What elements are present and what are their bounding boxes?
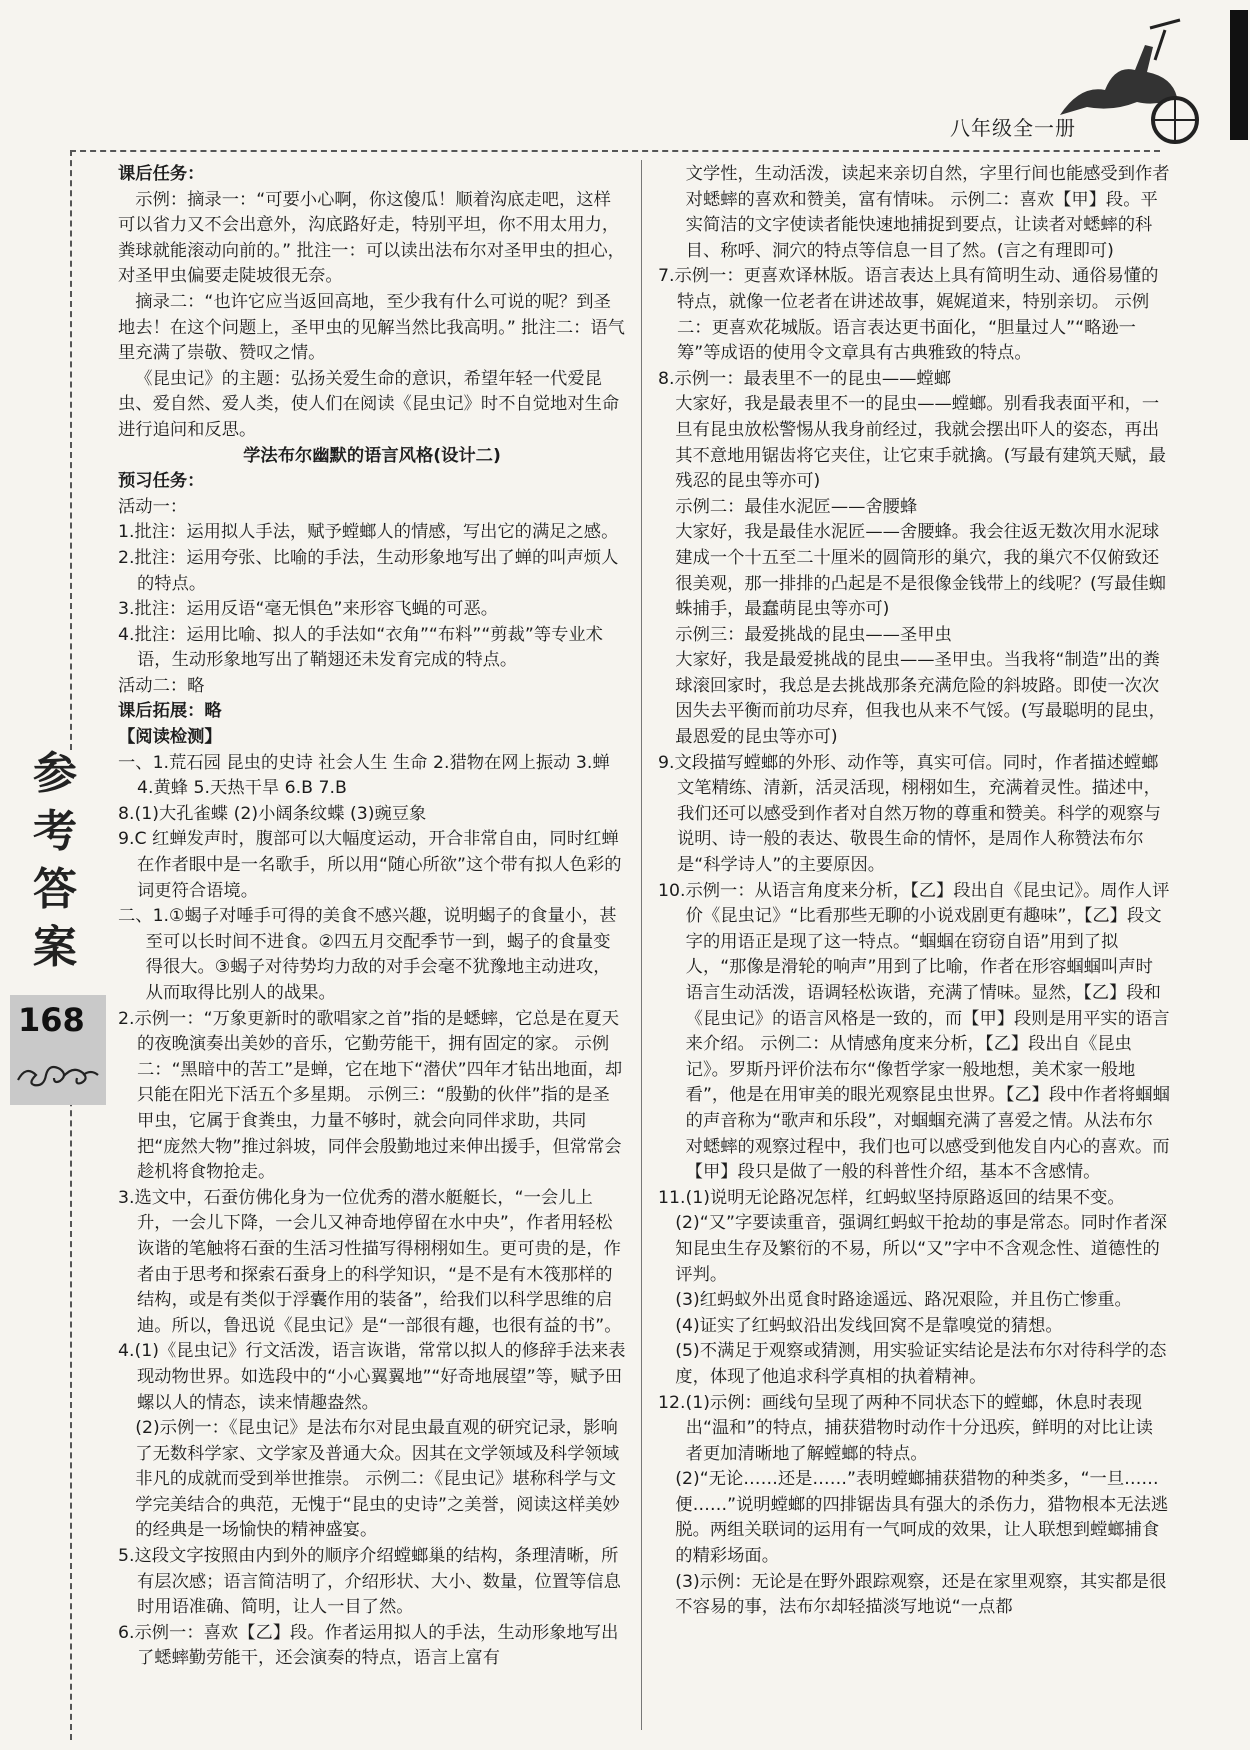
- sidebar-char: 答: [33, 864, 77, 915]
- left-margin-line-bottom: [70, 1060, 72, 1740]
- page-number: 168: [18, 1001, 85, 1039]
- answer-paragraph: 3.批注：运用反语“毫无惧色”来形容飞蝇的可恶。: [118, 599, 499, 620]
- answer-paragraph: 3.选文中，石蚕仿佛化身为一位优秀的潜水艇艇长，“一会儿上升，一会儿下降，一会儿又神奇地停留在水中央”，作者用轻松诙谐的笔触将石蚕的生活习性描写得栩栩如生。更可贵的是，作者由于思考和探索石蚕身上的科学知识，“是不是有木筏那样的结构，或是有类似于浮囊作用的装备”，给我们以科学思维的启迪。所以，鲁迅说《昆虫记》是“一部很有趣，也很有益的书”。: [118, 1187, 622, 1336]
- right-column: [658, 162, 1170, 1621]
- answer-paragraph: 摘录二：“也许它应当返回高地，至少我有什么可说的呢？到圣地去！在这个问题上，圣甲虫的见解当然比我高明。” 批注二：语气里充满了崇敬、赞叹之情。: [118, 291, 625, 364]
- answer-paragraph: 【阅读检测】: [118, 727, 222, 748]
- answer-paragraph: 2.批注：运用夸张、比喻的手法，生动形象地写出了蝉的叫声烦人的特点。: [118, 547, 619, 594]
- grade-label: 八年级全一册: [950, 116, 1076, 140]
- answer-paragraph: 学法布尔幽默的语言风格(设计二): [243, 445, 501, 466]
- answer-paragraph: (3)示例：无论是在野外跟踪观察，还是在家里观察，其实都是很不容易的事，法布尔却轻描淡写地说“一点都: [675, 1571, 1167, 1618]
- answer-paragraph: 10.示例一：从语言角度来分析，【乙】段出自《昆虫记》。周作人评价《昆虫记》“比看那些无聊的小说戏剧更有趣味”，【乙】段文字的用语正是现了这一特点。“蝈蝈在窃窃自语”用到了拟人，“那像是滑轮的响声”用到了比喻，作者在形容蝈蝈叫声时语言生动活泼，语调轻松诙谐，充满了情味。显然，【乙】段和《昆虫记》的语言风格是一致的，而【甲】段则是用平实的语言来介绍。 示例二：从情感角度来分析，【乙】段出自《昆虫记》。罗斯丹评价法布尔“像哲学家一般地想，美术家一般地看”，他是在用审美的眼光观察昆虫世界。【乙】段中作者将蝈蝈的声音称为“歌声和乐段”，对蝈蝈充满了喜爱之情。从法布尔对蟋蟀的观察过程中，我们也可以感受到他发自内心的喜欢。而【甲】段只是做了一般的科普性介绍，基本不含感情。: [658, 880, 1170, 1183]
- answer-paragraph: 5.这段文字按照由内到外的顺序介绍螳螂巢的结构，条理清晰，所有层次感；语言简洁明了，介绍形状、大小、数量，位置等信息时用语准确、简明，让人一目了然。: [118, 1546, 621, 1618]
- answer-paragraph: 课后拓展：略: [118, 701, 222, 722]
- swirl-ornament-icon: [13, 1055, 103, 1095]
- answer-paragraph: 课后任务：: [118, 164, 205, 184]
- page-header: [0, 0, 1250, 160]
- answer-paragraph: 7.示例一：更喜欢译林版。语言表达上具有简明生动、通俗易懂的特点，就像一位老者在讲述故事，娓娓道来，特别亲切。 示例二：更喜欢花城版。语言表达更书面化，“胆量过人”“略逊一筹”等成语的使用令文章具有古典雅致的特点。: [658, 266, 1159, 364]
- header-divider: [70, 150, 1160, 152]
- page-number-box: [10, 995, 106, 1105]
- sidebar-char: 案: [33, 922, 77, 973]
- answer-paragraph: 11.(1)说明无论路况怎样，红蚂蚁坚持原路返回的结果不变。: [658, 1187, 1125, 1208]
- answer-paragraph: (5)不满足于观察或猜测，用实验证实结论是法布尔对待科学的态度，体现了他追求科学真相的执着精神。: [675, 1341, 1167, 1387]
- answer-paragraph: 8.(1)大孔雀蝶 (2)小阔条纹蝶 (3)豌豆象: [118, 803, 427, 824]
- answer-paragraph: 1.批注：运用拟人手法，赋予螳螂人的情感，写出它的满足之感。: [118, 522, 619, 543]
- sidebar-title: [10, 745, 100, 977]
- answer-paragraph: 大家好，我是最佳水泥匠——舍腰蜂。我会往返无数次用水泥球建成一个十五至二十厘米的圆筒形的巢穴，我的巢穴不仅俯致还很美观，那一排排的凸起是不是很像金钱带上的线呢？(写最佳蜘蛛捕手，最蠢萌昆虫等亦可): [675, 522, 1166, 620]
- answer-paragraph: (2)“又”字要读重音，强调红蚂蚁干抢劫的事是常态。同时作者深知昆虫生存及繁衍的不易，所以“又”字中不含观念性、道德性的评判。: [675, 1213, 1167, 1285]
- answer-paragraph: 示例三：最爱挑战的昆虫——圣甲虫: [675, 624, 952, 645]
- answer-paragraph: 大家好，我是最表里不一的昆虫——螳螂。别看我表面平和，一旦有昆虫放松警惕从我身前经过，我就会摆出吓人的姿态，再出其不意地用锯齿将它夹住，让它束手就擒。(写最有建筑天赋，最残忍的昆虫等亦可): [675, 394, 1166, 492]
- sidebar-char: 考: [33, 806, 77, 857]
- answer-paragraph: 6.示例一：喜欢【乙】段。作者运用拟人的手法，生动形象地写出了蟋蟀勤劳能干，还会演奏的特点，语言上富有: [118, 1622, 619, 1669]
- column-divider: [641, 160, 642, 1730]
- answer-paragraph: 4.(1)《昆虫记》行文活泼，语言诙谐，常常以拟人的修辞手法来表现动物世界。如选段中的“小心翼翼地”“好奇地展望”等，赋予田螺以人的情态，读来情趣盎然。: [118, 1341, 626, 1413]
- answer-paragraph: 文学性，生动活泼，读起来亲切自然，字里行间也能感受到作者对蟋蟀的喜欢和赞美，富有情味。 示例二：喜欢【甲】段。平实简洁的文字使读者能快速地捕捉到要点，让读者对蟋蟀的科目、称呼、洞穴的特点等信息一目了然。(言之有理即可): [685, 164, 1170, 261]
- answer-paragraph: 9.文段描写螳螂的外形、动作等，真实可信。同时，作者描述螳螂文笔精练、清新，活灵活现，栩栩如生，充满着灵性。描述中，我们还可以感受到作者对自然万物的尊重和赞美。科学的观察与说明、诗一般的表达、敬畏生命的情怀，是周作人称赞法布尔是“科学诗人”的主要原因。: [658, 752, 1161, 876]
- answer-paragraph: 预习任务：: [118, 471, 205, 492]
- answer-paragraph: 二、1.①蝎子对唾手可得的美食不感兴趣，说明蝎子的食量小，甚至可以长时间不进食。②四五月交配季节一到，蝎子的食量变得很大。③蝎子对待势均力敌的对手会毫不犹豫地主动进攻，从而取得比别人的战果。: [118, 906, 617, 1003]
- answer-paragraph: 示例二：最佳水泥匠——舍腰蜂: [675, 496, 918, 517]
- answer-paragraph: 活动一：: [118, 496, 188, 517]
- sidebar: [10, 745, 100, 1105]
- answer-paragraph: (4)证实了红蚂蚁沿出发线回窝不是靠嗅觉的猜想。: [675, 1315, 1063, 1336]
- answer-paragraph: 2.示例一：“万象更新时的歌唱家之首”指的是蟋蟀，它总是在夏天的夜晚演奏出美妙的音乐，它勤劳能干，拥有固定的家。 示例二：“黑暗中的苦工”是蝉，它在地下“潜伏”四年才钻出地面，却只能在阳光下活五个多星期。 示例三：“殷勤的伙伴”指的是圣甲虫，它属于食粪虫，力量不够时，就会向同伴求助，共同把“庞然大物”推过斜坡，同伴会殷勤地过来伸出援手，但常常会趁机将食物抢走。: [118, 1008, 623, 1183]
- answer-paragraph: (2)“无论……还是……”表明螳螂捕获猎物的种类多，“一旦……便……”说明螳螂的四排锯齿具有强大的杀伤力，猎物根本无法逃脱。两组关联词的运用有一气呵成的效果，让人联想到螳螂捕食的精彩场面。: [675, 1469, 1169, 1567]
- left-margin-line-top: [70, 150, 72, 750]
- answer-paragraph: 示例：摘录一：“可要小心啊，你这傻瓜！顺着沟底走吧，这样可以省力又不会出意外，沟底路好走，特别平坦，你不用太用力，粪球就能滚动向前的。” 批注一：可以读出法布尔对圣甲虫的担心，对圣甲虫偏要走陡坡很无奈。: [118, 189, 625, 287]
- answer-paragraph: 《昆虫记》的主题：弘扬关爱生命的意识，希望年轻一代爱昆虫、爱自然、爱人类，使人们在阅读《昆虫记》时不自觉地对生命进行追问和反思。: [118, 368, 620, 440]
- answer-paragraph: 9.C 红蝉发声时，腹部可以大幅度运动，开合非常自由，同时红蝉在作者眼中是一名歌手，所以用“随心所欲”这个带有拟人色彩的词更符合语境。: [118, 829, 622, 901]
- answer-paragraph: (2)示例一：《昆虫记》是法布尔对昆虫最直观的研究记录，影响了无数科学家、文学家及普通大众。因其在文学领域及科学领域非凡的成就而受到举世推崇。 示例二：《昆虫记》堪称科学与文学完美结合的典范，无愧于“昆虫的史诗”之美誉，阅读这样美妙的经典是一场愉快的精神盛宴。: [135, 1418, 620, 1541]
- sidebar-char: 参: [33, 748, 77, 799]
- chariot-logo-icon: [1050, 0, 1250, 150]
- answer-paragraph: (3)红蚂蚁外出觅食时路途遥远、路况艰险，并且伤亡惨重。: [675, 1290, 1132, 1311]
- left-column: [118, 162, 626, 1672]
- answer-paragraph: 4.批注：运用比喻、拟人的手法如“衣角”“布料”“剪裁”等专业术语，生动形象地写出了鞘翅还未发育完成的特点。: [118, 624, 603, 671]
- answer-paragraph: 一、1.荒石园 昆虫的史诗 社会人生 生命 2.猎物在网上振动 3.蝉 4.黄蜂 5.天热干旱 6.B 7.B: [118, 752, 610, 799]
- answer-paragraph: 12.(1)示例：画线句呈现了两种不同状态下的螳螂，休息时表现出“温和”的特点，捕获猎物时动作十分迅疾，鲜明的对比让读者更加清晰地了解螳螂的特点。: [658, 1392, 1153, 1464]
- answer-paragraph: 8.示例一：最表里不一的昆虫——螳螂: [658, 368, 951, 389]
- answer-paragraph: 大家好，我是最爱挑战的昆虫——圣甲虫。当我将“制造”出的粪球滚回家时，我总是去挑战那条充满危险的斜坡路。即使一次次因失去平衡而前功尽弃，但我也从来不气馁。(写最聪明的昆虫，最恩爱的昆虫等亦可): [675, 650, 1166, 748]
- answer-paragraph: 活动二：略: [118, 675, 205, 696]
